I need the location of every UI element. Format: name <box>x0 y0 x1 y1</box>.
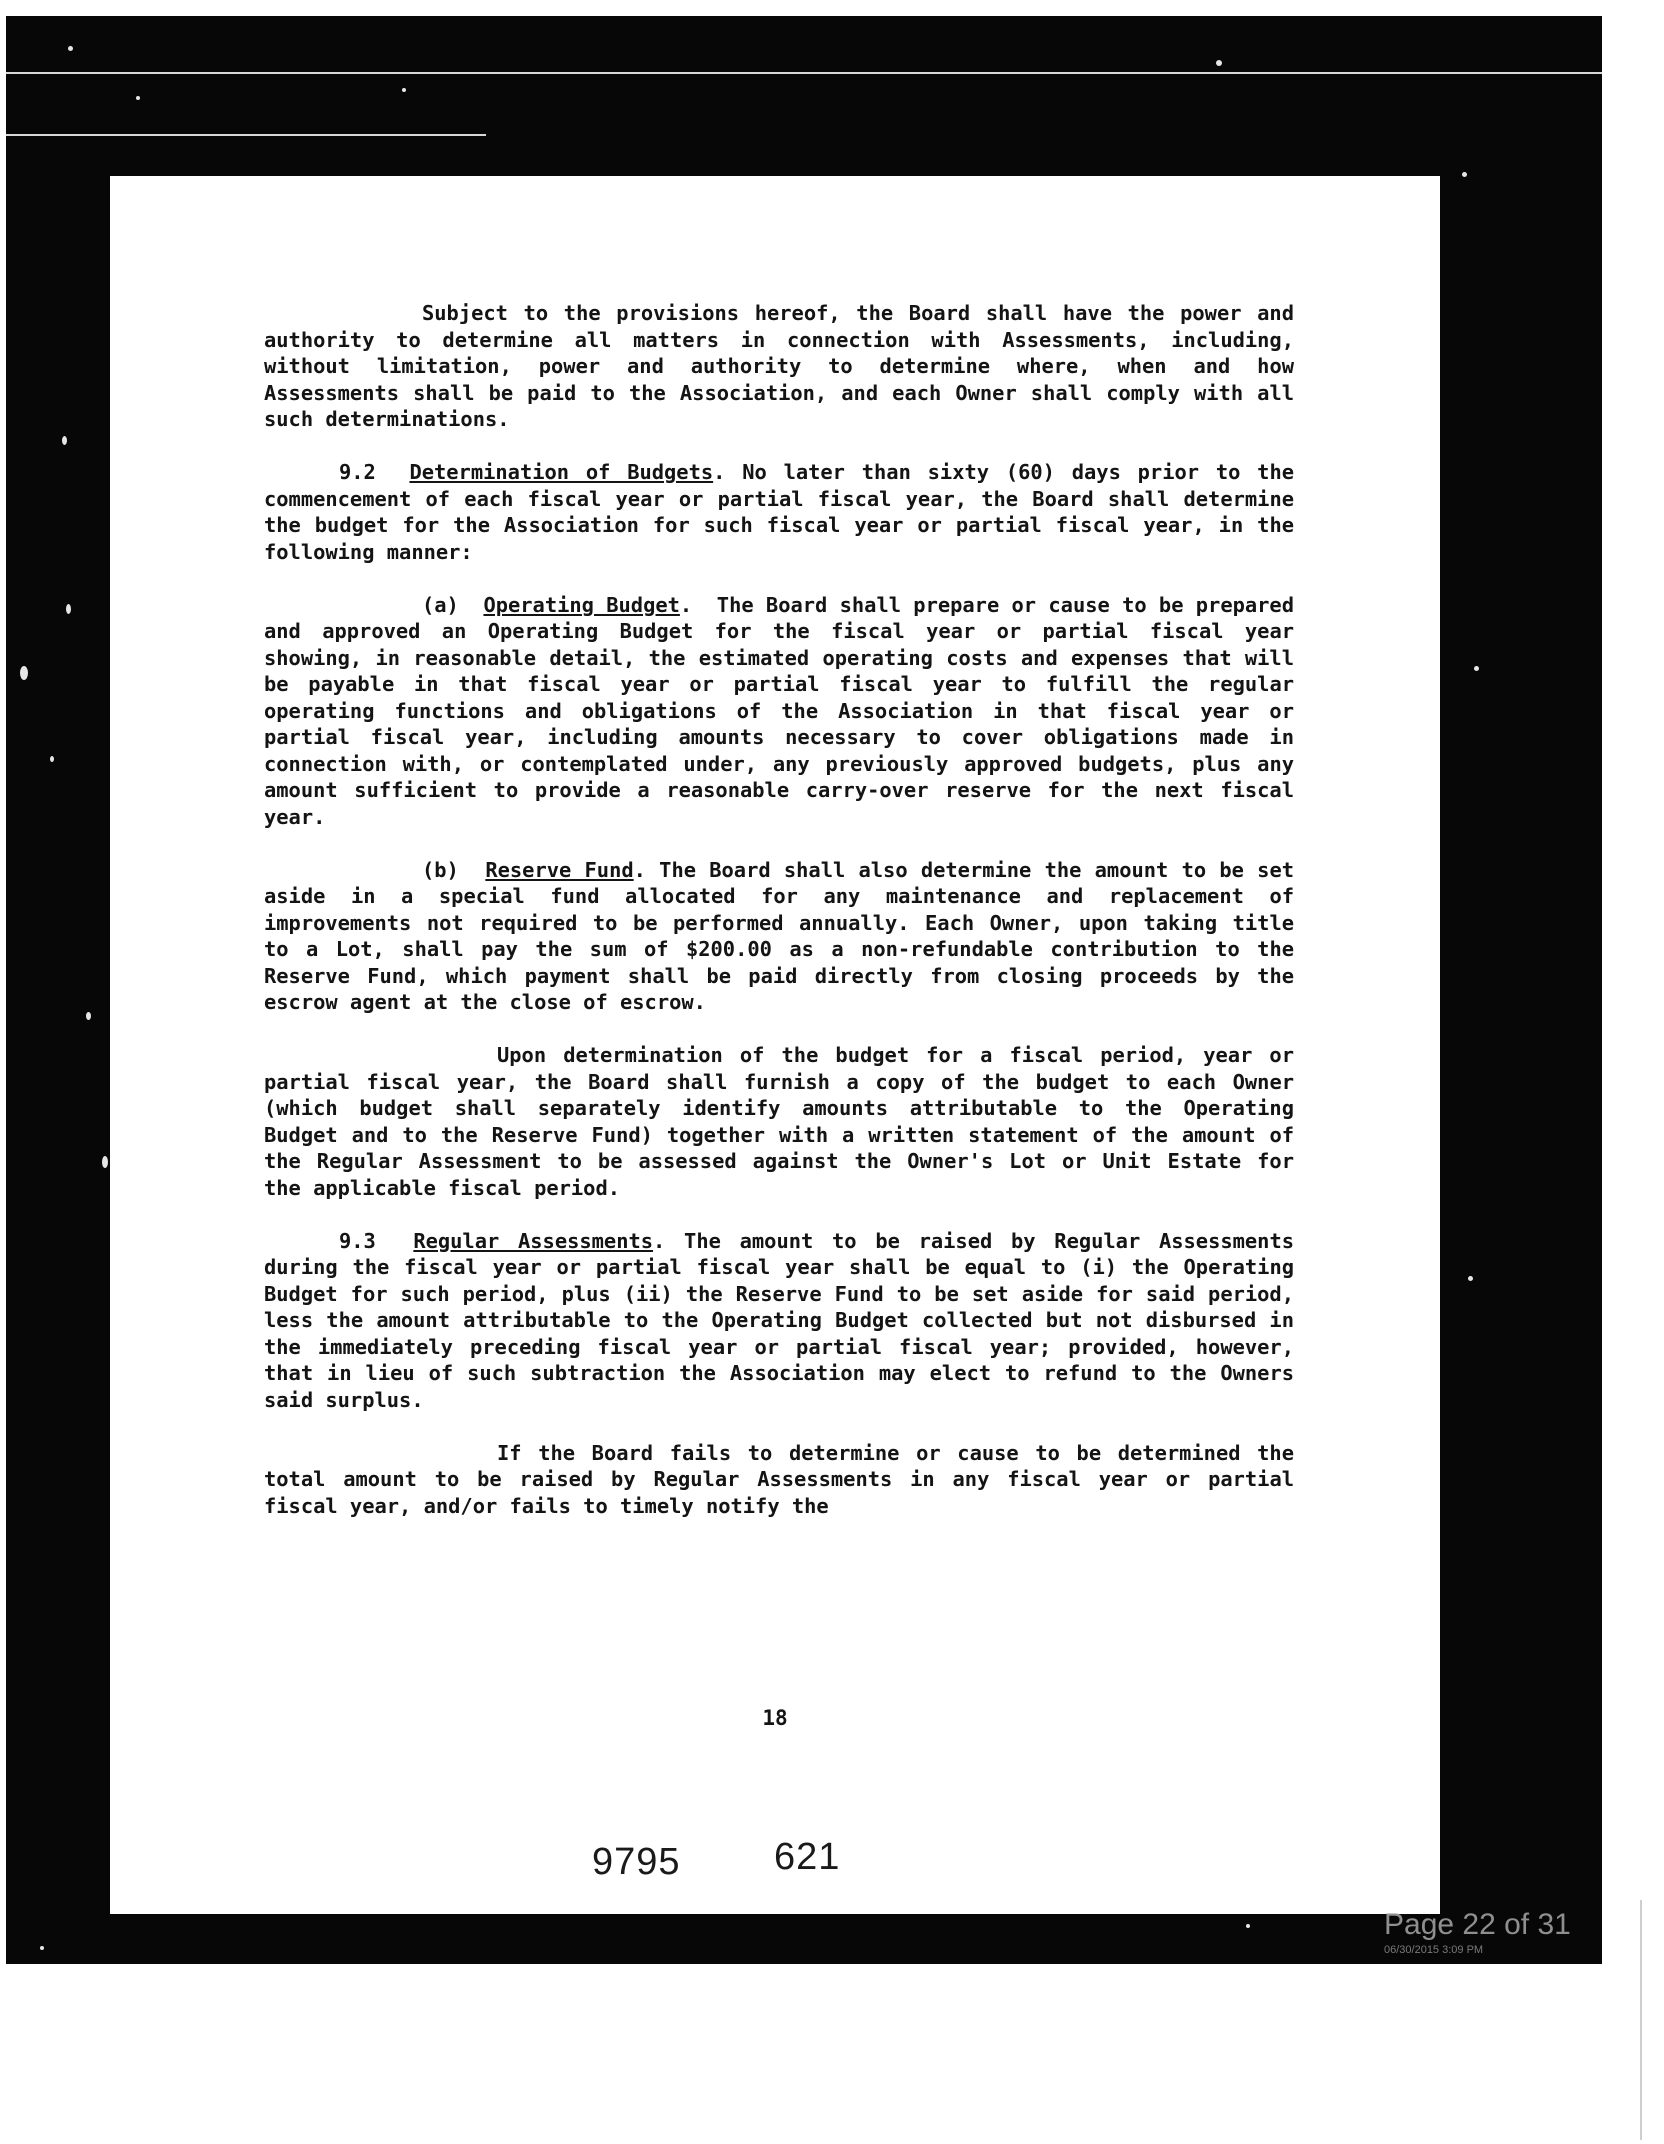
section-9-3-text: . The amount to be raised by Regular Assessments during the fiscal year or partial fiscal year shall be equal to (i) the Operating Budget for such period, plus (ii) the Reserve Fund to be set aside for said period, less the amount attributable to the Operating Budget collected but not disbursed in the immediately preceding fiscal year or partial fiscal year; provided, however, that in lieu of such subtraction the Association may elect to refund to the Owners said surplus. <box>264 1228 1294 1412</box>
paragraph-budget-furnish: Upon determination of the budget for a fiscal period, year or partial fiscal year, the Board shall furnish a copy of the budget to each Owner (which budget shall separately identify amounts attributable to the Operating Budget and to the Reserve Fund) together with a written statement of the amount of the Regular Assessment to be assessed against the Owner's Lot or Unit Estate for the applicable fiscal period. <box>264 1043 1294 1200</box>
recording-page-number: 621 <box>774 1836 841 1878</box>
recording-book-number: 9795 <box>592 1841 681 1883</box>
scan-speck <box>1462 172 1467 177</box>
scan-speck <box>1468 1276 1473 1281</box>
section-9-3 <box>264 1228 1294 1414</box>
item-a-heading: Operating Budget <box>483 592 680 617</box>
scan-speck <box>102 1156 108 1168</box>
scan-edge-line <box>1640 1900 1642 2140</box>
item-a-text: The Board shall prepare or cause to be prepared and approved an Operating Budget for the fiscal year or partial fiscal year showing, in reasonable detail, the estimated operating costs and expenses that will be payable in that fiscal year or partial fiscal year to fulfill the regular operating functions and obligations of the Association in that fiscal year or partial fiscal year, including amounts necessary to cover obligations made in connection with, or contemplated under, any previously approved budgets, plus any amount sufficient to provide a reasonable carry-over reserve for the next fiscal year. <box>264 592 1294 829</box>
item-b-label: (b) <box>422 857 459 882</box>
item-a-label: (a) <box>422 592 459 617</box>
item-a-operating-budget: (a) Operating Budget. The Board shall prepare or cause to be prepared and approved an Operating Budget for the fiscal year or partial fiscal year showing, in reasonable detail, the estimated operating costs and expenses that will be payable in that fiscal year or partial fiscal year to fulfill the regular operating functions and obligations of the Association in that fiscal year or partial fiscal year, including amounts necessary to cover obligations made in connection with, or contemplated under, any previously approved budgets, plus any amount sufficient to provide a reasonable carry-over reserve for the next fiscal year. <box>264 592 1294 829</box>
item-b-heading: Reserve Fund <box>485 857 634 882</box>
section-9-2-text: . No later than sixty (60) days prior to the commencement of each fiscal year or partial fiscal year, the Board shall determine the budget for the Association for such fiscal year or partial fiscal year, in the following manner: <box>264 460 1294 564</box>
page-number: 18 <box>762 1706 788 1730</box>
document-body <box>264 300 1294 1519</box>
scan-speck <box>20 666 28 680</box>
scan-speck <box>136 96 140 100</box>
scan-speck <box>1474 666 1479 671</box>
item-b-reserve-fund <box>264 857 1294 1016</box>
paragraph-board-authority: Subject to the provisions hereof, the Board shall have the power and authority to determine all matters in connection with Assessments, including, without limitation, power and authority to determine where, when and how Assessments shall be paid to the Association, and each Owner shall comply with all such determinations. <box>264 301 1294 431</box>
scan-edge-line <box>6 72 1602 74</box>
section-9-2-heading: Determination of Budgets <box>409 460 714 484</box>
paragraph-board-fails: If the Board fails to determine or cause to be determined the total amount to be raised by Regular Assessments in any fiscal year or partial fiscal year, and/or fails to timely notify the <box>264 1440 1294 1518</box>
scan-speck <box>86 1012 91 1020</box>
document-page <box>110 176 1440 1914</box>
scan-speck <box>402 88 406 92</box>
scan-speck <box>68 46 73 51</box>
scan-speck <box>50 756 54 762</box>
scan-speck <box>1216 60 1222 66</box>
scan-speck <box>40 1946 44 1950</box>
print-timestamp: 06/30/2015 3:09 PM <box>1384 1944 1484 1956</box>
section-9-2 <box>264 459 1294 565</box>
scan-background <box>6 16 1602 1964</box>
scan-speck <box>1246 1924 1250 1928</box>
section-9-2-number: 9.2 <box>339 460 376 484</box>
item-b-text: . The Board shall also determine the amount to be set aside in a special fund allocated for any maintenance and replacement of improvements not required to be performed annually. Each Owner, upon taking title to a Lot, shall pay the sum of $200.00 as a non-refundable contribution to the Reserve Fund, which payment shall be paid directly from closing proceeds by the escrow agent at the close of escrow. <box>264 857 1294 1014</box>
scan-edge-line <box>6 134 486 136</box>
section-9-3-heading: Regular Assessments <box>413 1228 654 1253</box>
section-9-3-number: 9.3 <box>339 1228 376 1253</box>
page-counter: Page 22 of 31 <box>1384 1908 1571 1941</box>
scan-speck <box>62 436 67 445</box>
scan-speck <box>66 604 71 614</box>
